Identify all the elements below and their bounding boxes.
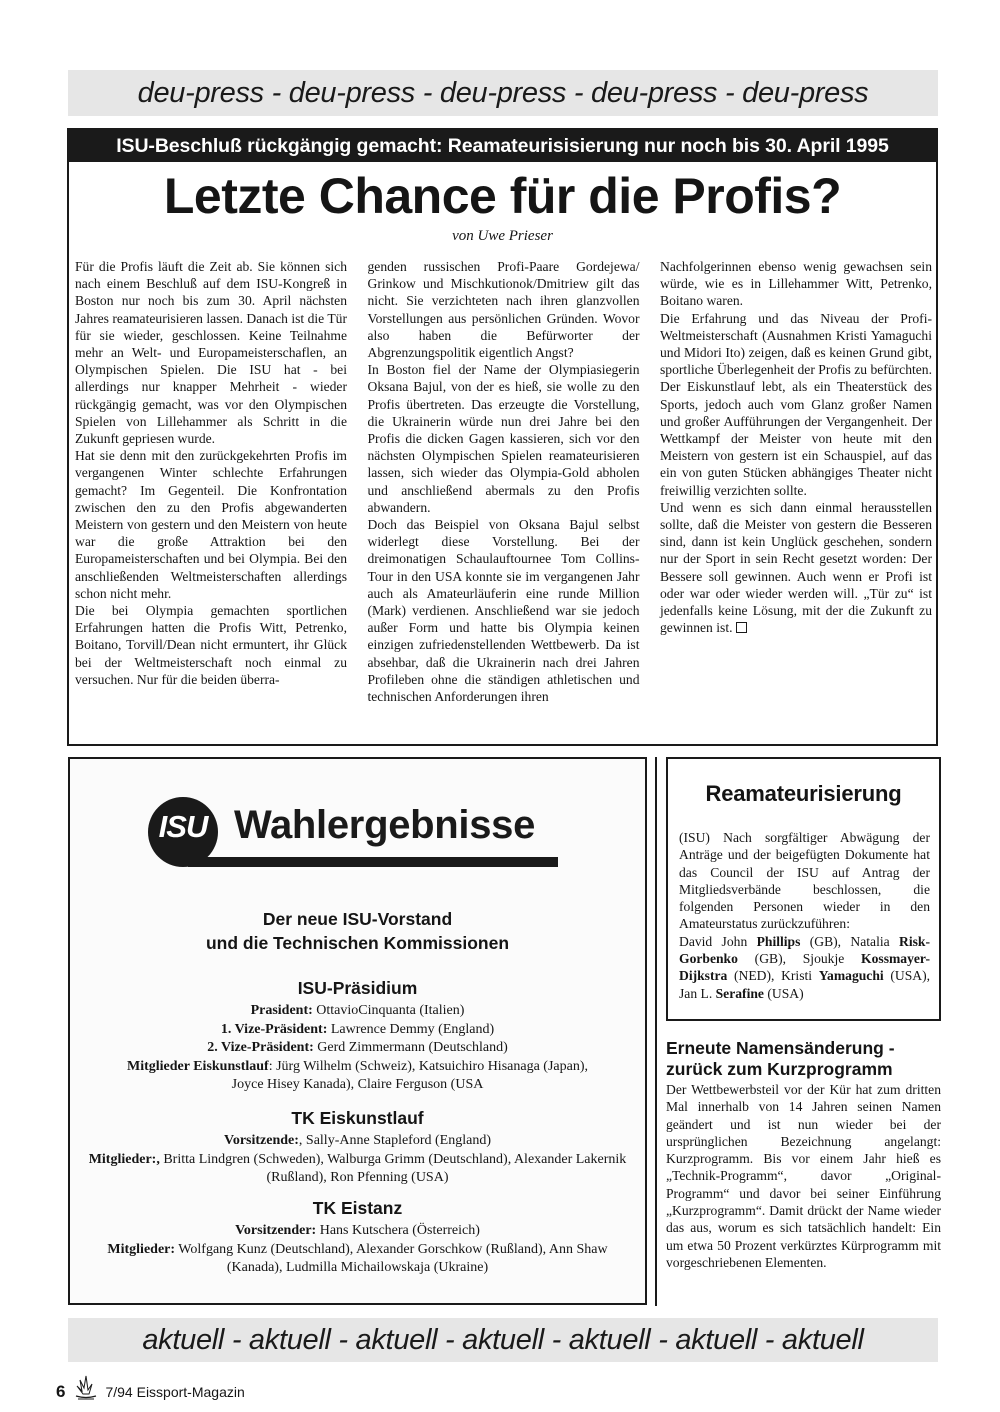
article-column-3	[660, 258, 932, 705]
entry-row	[70, 1021, 645, 1040]
person-first-name: David John	[679, 933, 757, 949]
logo-underline-bar	[188, 857, 558, 867]
entry-value: Gerd Zimmermann (Deutschland)	[313, 1040, 508, 1055]
section-heading: TK Eiskunstlauf	[291, 1108, 424, 1128]
entry-value: , Sally-Anne Stapleford (England)	[298, 1133, 491, 1148]
reamateurisierung-text	[679, 829, 930, 1002]
paragraph: Nachfolgerinnen ebenso wenig gewachsen sein würde, wie es in Lillehammer Witt, Petrenko, Boitano waren.	[660, 259, 932, 309]
paragraph-text: Und wenn es sich dann einmal herausstellen sollte, daß die Meister von gestern die Besseren sind, dann ist kein Unglück geschehen, sondern nur der Sport in sein Recht gesetzt worden: Der Bessere soll gewinnen. Auch wenn er Profi ist oder war oder wieder werden will. „Tür zu“ ist jedenfalls keine Lösung, mit der die Zukunft zu gewinnen ist.	[660, 499, 932, 636]
bottom-band-aktuell: aktuell - aktuell - aktuell - aktuell - aktuell - aktuell - aktuell	[68, 1318, 938, 1362]
entry-row	[70, 1002, 645, 1021]
person-country: (GB),	[737, 951, 803, 967]
section-heading: ISU-Präsidium	[297, 978, 418, 998]
person-first-name: Sjoukje	[802, 951, 862, 967]
entry-row	[70, 1058, 645, 1095]
entry-value: : Jürg Wilhelm (Schweiz), Katsuichiro Hisanaga (Japan), Joyce Hisey Kanada), Claire Ferguson (USA	[231, 1058, 588, 1092]
entry-label: Prasident:	[250, 1003, 313, 1018]
end-of-article-square-icon	[736, 622, 747, 633]
entry-label: Mitglieder:,	[88, 1151, 160, 1167]
paragraph: Hat sie denn mit den zurückgekehrten Profis im vergangenen Winter schlechte Erfahrungen gemacht? Im Gegenteil. Die Konfrontation zwischen den zu den Profis abgewanderten Meistern von gestern und den Meistern von heute war die große Attraktion bei den Europameisterschaften und bei Olympia. Bei den anschließenden Weltmeisterschaften allerdings schon nicht mehr.	[75, 448, 347, 601]
paragraph: Die bei Olympia gemachten sportlichen Erfahrungen hatten die Profis Witt, Petrenko, Boitano, Torvill/Dean nicht ermuntert, ihr Glück bei der Weltmeisterschaft noch einmal zu versuchen. Nur für die beiden überra-	[75, 603, 347, 687]
paragraph: In Boston fiel der Name der Olympiasiegerin Oksana Bajul, von der es hieß, sie wolle zu den Profis übertreten. Das erzeugte die Vorstellung, die Ukrainerin würde nun drei Jahre bei den Profis die dicken Gagen kassieren, sich vor den nächsten Olympischen Spielen reamateurisieren lassen, sich wieder das Olympia-Gold abholen und anschließend abermals zu den Profis abwandern.	[367, 362, 640, 515]
person	[781, 968, 930, 983]
namensaenderung-title: Erneute Namensänderung - zurück zum Kurzprogramm	[666, 1038, 895, 1079]
section-tk-eistanz	[70, 1197, 645, 1278]
person-last-name: Serafine	[715, 985, 764, 1001]
intro-text: (ISU) Nach sorgfältiger Abwägung der Anträge und der beigefügten Dokumente hat das Council der ISU auf Antrag der Mitgliedsverbände beschlossen, die folgenden Personen wieder in den Amateurstatus zurückzuführen:	[679, 830, 930, 932]
subtitle-line: und die Technischen Kommissionen	[205, 933, 510, 953]
article-kicker: ISU-Beschluß rückgängig gemacht: Reamateurisisierung nur noch bis 30. April 1995	[69, 130, 936, 162]
paragraph: genden russischen Profi-Paare Gordejewa/ Grinkow und Mischkutionok/Dmitriew gilt das nicht. Sie verzichteten nach ihren glanzvollen Vorstellungen aus persönlichen Gründen. Wovor also haben die Befürworter der Abgrenzungspolitik eigentlich Angst?	[367, 259, 640, 361]
namensaenderung-article	[666, 1038, 941, 1271]
reamateurisierung-title: Reamateurisierung	[705, 781, 902, 806]
entry-label: Vorsitzende:	[224, 1133, 299, 1148]
entry-value: OttavioCinquanta (Italien)	[312, 1003, 465, 1018]
namensaenderung-text: Der Wettbewerbsteil vor der Kür hat zum dritten Mal innerhalb von 14 Jahren seinen Namen geändert und ist nun wieder bei der ursprünglichen Bezeichnung angelangt: Kurzprogramm. Bis vor einem Jahr hieß es „Technik-Programm“, davor „Original-Programm“ und davor bei seiner Einführung „Kurzprogramm“. Damit drückt der Name wieder das aus, worum es sich tatsächlich handelt: Ein um etwa 50 Prozent verkürztes Kürprogramm mit vorgeschriebenen Elementen.	[666, 1082, 941, 1270]
person-last-name: Phillips	[756, 933, 801, 949]
entry-value: Hans Kutschera (Österreich)	[316, 1223, 480, 1238]
wahlergebnisse-title: Wahlergebnisse	[234, 803, 536, 847]
reamateurisierung-box	[666, 757, 941, 1021]
person-country: (USA),	[883, 968, 931, 984]
person-last-name: Kossmayer-Dijkstra	[679, 951, 930, 984]
article-byline: von Uwe Prieser	[452, 228, 553, 244]
wahlergebnisse-subtitle	[70, 907, 645, 955]
person-first-name: Kristi	[781, 968, 819, 984]
paragraph: Für die Profis läuft die Zeit ab. Sie können sich nach einem Beschluß auf dem ISU-Kongreß in Boston nur noch bis zum 30. April nächsten Jahres reamateurisieren lassen. Danach ist die Tür für sie wieder, geschlossen. Keine Teilnahme mehr an Welt- und Europameisterschaflen, an Olympischen Spielen. Die ISU hat - bei allerdings nur knapper Mehrheit - wieder rückgängig gemacht, was vor den Olympischen Spielen von Lillehammer als Schritt in die Zukunft gepriesen wurde.	[75, 259, 347, 447]
person-last-name: Risk-Gorbenko	[679, 933, 930, 967]
magazine-issue: 7/94 Eissport-Magazin	[105, 1384, 245, 1400]
section-isu-praesidium	[70, 977, 645, 1095]
person-country: (USA)	[763, 985, 804, 1001]
paragraph: Die Erfahrung und das Niveau der Profi-Weltmeisterschaft (Ausnahmen Kristi Yamaguchi und Midori Ito) zeigen, daß es keinen Grund gibt, sportliche Überlegenheit der Profis zu befürchten. Der Eiskunstlauf lebt, als ein Theaterstück des Sports, jedoch auch vom Glanz großer Namen und großer Aufführungen der Vergangenheit. Der Wettkampf der Meister von heute mit den Meistern von gestern ist ein Schauspiel, auf das ein von guten Stücken abhängiges Theater nicht freiwillig verzichten sollte.	[660, 310, 932, 498]
article-columns	[75, 258, 932, 705]
section-heading: TK Eistanz	[312, 1198, 403, 1218]
entry-label: Mitglieder Eiskunstlauf	[127, 1058, 269, 1074]
entry-row	[70, 1039, 645, 1058]
entry-value: Lawrence Demmy (England)	[327, 1021, 495, 1037]
page-footer	[56, 1372, 245, 1402]
entry-label: Mitglieder:	[107, 1241, 176, 1257]
person-country: (NED),	[727, 968, 782, 984]
entry-label: 2. Vize-Präsident:	[207, 1040, 314, 1055]
entry-label: 1. Vize-Präsident:	[220, 1021, 328, 1037]
entry-label: Vorsitzender:	[235, 1223, 317, 1238]
article-headline: Letzte Chance für die Profis?	[163, 168, 842, 224]
entry-row	[70, 1151, 645, 1188]
person-first-name: Jan L.	[679, 985, 716, 1001]
entry-value: Wolfgang Kunz (Deutschland), Alexander Gorschkow (Rußland), Ann Shaw (Kanada), Ludmilla Michailowskaja (Ukraine)	[175, 1241, 608, 1275]
main-article	[67, 128, 938, 746]
entry-value: Britta Lindgren (Schweden), Walburga Grimm (Deutschland), Alexander Lakernik (Rußland), Ron Pfenning (USA)	[159, 1151, 627, 1185]
column-divider	[655, 757, 657, 1306]
article-column-1	[75, 258, 347, 705]
wahlergebnisse-box	[68, 757, 647, 1305]
person	[679, 986, 804, 1001]
entry-row	[70, 1241, 645, 1278]
logo-isu-text: ISU	[158, 809, 208, 844]
person-last-name: Yamaguchi	[818, 968, 884, 984]
section-tk-eiskunstlauf	[70, 1107, 645, 1188]
person-first-name: Natalia	[850, 933, 900, 949]
person	[679, 934, 850, 949]
entry-row	[70, 1132, 645, 1151]
skater-bird-logo-icon	[73, 1374, 99, 1402]
paragraph: Doch das Beispiel von Oksana Bajul selbst widerlegt diese Vorstellung. Bei der dreimonatigen Schaulauftournee Tom Collins-Tour in den USA konnte sie im vergangenen Jahr auch als Amateurläuferin eine runde Million (Mark) verdienen. Anschließend war sie jedoch außer Form und hatte bis Olympia keinen einzigen zufriedenstellenden Wettbewerb. Da ist absehbar, daß die Ukrainerin nach drei Jahren Profileben ohne die ständigen athletischen und technischen Anforderungen ihren	[367, 517, 640, 705]
top-band-deu-press: deu-press - deu-press - deu-press - deu-press - deu-press	[68, 70, 938, 116]
page-number: 6	[56, 1382, 66, 1401]
paragraph	[660, 499, 932, 637]
article-column-2	[368, 258, 640, 705]
isu-wahlergebnisse-logo	[148, 797, 558, 867]
person-country: (GB),	[800, 933, 851, 949]
subtitle-line: Der neue ISU-Vorstand	[262, 909, 453, 929]
entry-row	[70, 1222, 645, 1241]
